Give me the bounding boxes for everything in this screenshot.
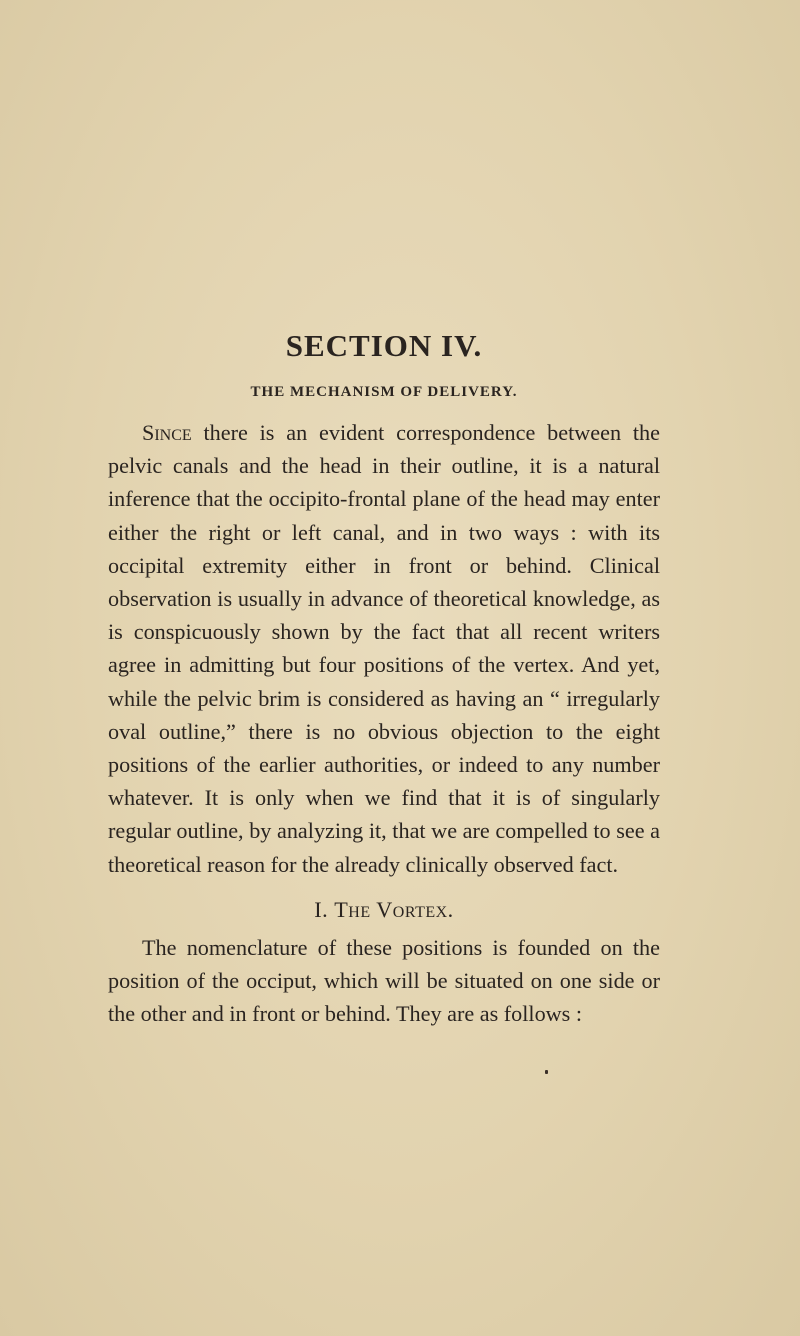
ink-speck (545, 1070, 548, 1074)
section-title: SECTION IV. (285, 328, 483, 363)
lead-word: Since (142, 420, 192, 445)
subheading-number: I. (314, 896, 329, 922)
page-content (108, 330, 660, 1031)
body-paragraph-2: The nomenclature of these positions is founded on the position of the occiput, which will be situated on one side or the other and in front or behind. They are as follows : (108, 935, 660, 1027)
paragraph-1-text: there is an evident correspondence between the pelvic canals and the head in their outline, it is a natural inference that the occipito-frontal plane of the head may enter either the right or left canal, and in two ways : with its occipital extremity either in front or behind. Clinical observation is usually in advance of theoretical knowledge, as is conspicuously shown by the fact that all recent writers agree in admitting but four positions of the vertex. And yet, while the pelvic brim is considered as having an “ irregularly oval outline,” there is no obvious objection to the eight positions of the earlier authorities, or indeed to any number whatever. It is only when we find that it is of singularly regular outline, by analyzing it, that we are compelled to see a theoretical reason for the already clinically observed fact. (108, 420, 660, 877)
subheading (108, 893, 660, 926)
body-paragraph-1 (108, 416, 660, 881)
subheading-text: The Vortex. (334, 896, 454, 922)
section-subtitle: THE MECHANISM OF DELIVERY. (250, 384, 518, 400)
